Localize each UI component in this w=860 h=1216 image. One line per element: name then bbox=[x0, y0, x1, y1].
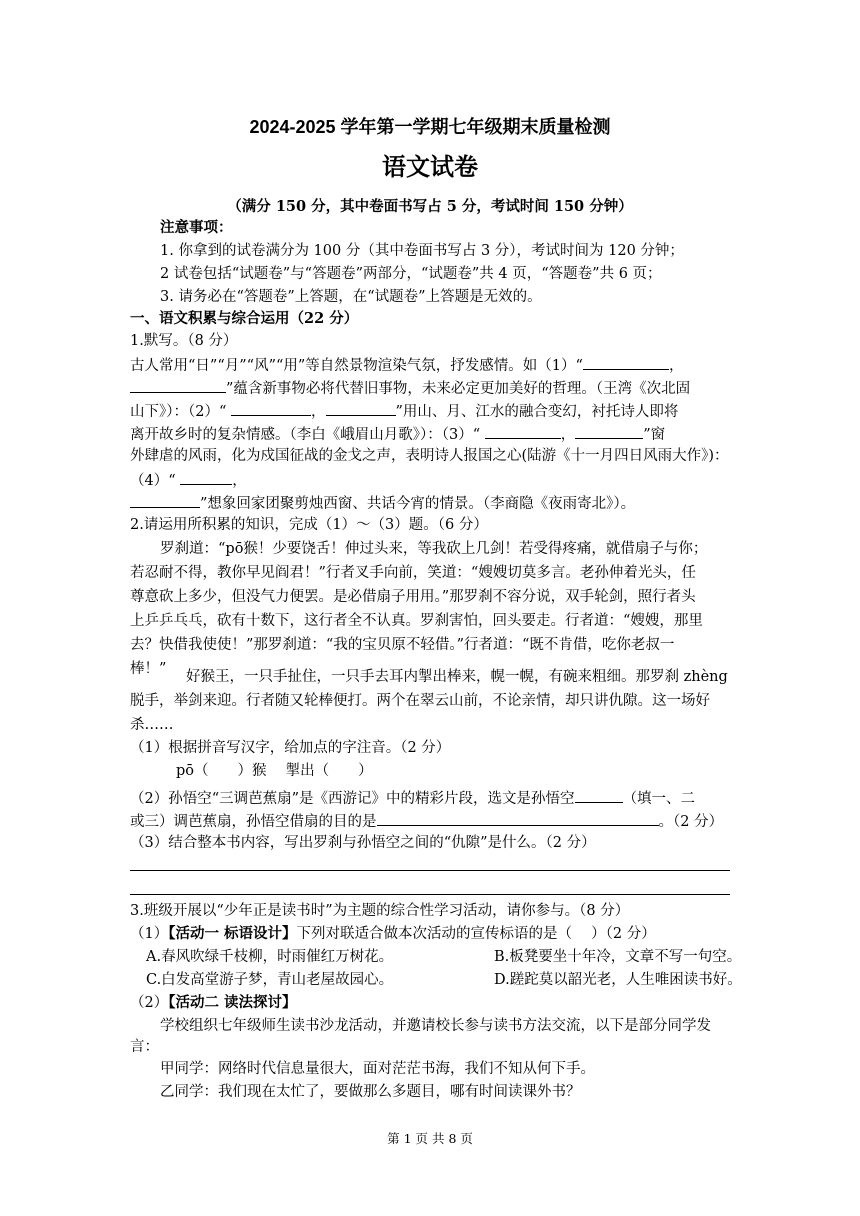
passage-line-5: 去？快借我使使！”那罗刹道：“我的宝贝原不轻借。”行者道：“既不肯借，吃你老叔一 bbox=[130, 637, 675, 653]
blank-order[interactable] bbox=[575, 786, 623, 803]
blank-7[interactable] bbox=[180, 468, 232, 485]
passage-line-6: 棒！” bbox=[130, 661, 167, 677]
blank-1[interactable] bbox=[583, 353, 669, 370]
q2-sub2-line-1: （2）孙悟空“三调芭蕉扇”是《西游记》中的精彩片段，选文是孙悟空 （填一、二 bbox=[130, 786, 730, 810]
student-a-statement: 甲同学：网络时代信息量很大，面对茫茫书海，我们不知从何下手。 bbox=[160, 1061, 595, 1077]
passage-line-1: 罗刹道：“pō猴！少要饶舌！伸过头来，等我砍上几剑！若受得疼痛，就借扇子与你； bbox=[160, 541, 708, 557]
section-1-heading: 一、语文积累与综合运用（22 分） bbox=[130, 310, 359, 327]
option-d[interactable]: D.蹉跎莫以韶光老，人生唯困读书好。 bbox=[494, 972, 742, 988]
passage-line-8: 脱手，举剑来迎。行者随又轮棒便打。两个在翠云山前，不论亲情，却只讲仇隙。这一场好 bbox=[130, 693, 710, 709]
q3-label: 3.班级开展以“少年正是读书时”为主题的综合性学习活动，请你参与。（8 分） bbox=[130, 903, 630, 919]
blank-6[interactable] bbox=[575, 422, 643, 439]
answer-line-2[interactable] bbox=[130, 894, 730, 895]
q2-sub1: （1）根据拼音写汉字，给加点的字注音。（2 分） bbox=[130, 740, 451, 756]
passage-line-2: 若忍耐不得，教你早见阎君！”行者叉手向前，笑道：“嫂嫂切莫多言。老孙伸着光头，任 bbox=[130, 565, 696, 581]
q1-line-6: （4）“ ， bbox=[130, 468, 730, 492]
score-time-note: （满分 150 分，其中卷面书写占 5 分，考试时间 150 分钟） bbox=[227, 198, 633, 215]
blank-5[interactable] bbox=[485, 422, 561, 439]
blank-2[interactable] bbox=[130, 376, 226, 393]
q1-line-7: ”想象回家团聚剪烛西窗、共话今宵的情景。（李商隐《夜雨寄北》）。 bbox=[130, 491, 730, 515]
passage-line-3: 尊意砍上多少，但没气力便罢。是必借扇子用用。”那罗刹不容分说，双手轮剑，照行者头 bbox=[130, 589, 696, 605]
option-a[interactable]: A.春风吹绿千枝柳，时雨催红万树花。 bbox=[146, 949, 394, 965]
subject-title: 语文试卷 bbox=[382, 152, 478, 181]
q1-line-3: 山下》）：（2）“ ， ”用山、月、江水的融合变幻，衬托诗人即将 bbox=[130, 399, 730, 423]
blank-purpose[interactable] bbox=[377, 809, 659, 826]
q2-sub2-line-2: 或三）调芭蕉扇，孙悟空借扇的目的是 。（2 分） bbox=[130, 809, 730, 833]
student-b-statement: 乙同学：我们现在太忙了，要做那么多题目，哪有时间读课外书？ bbox=[160, 1084, 581, 1100]
q2-sub3: （3）结合整本书内容，写出罗刹与孙悟空之间的“仇隙”是什么。（2 分） bbox=[130, 835, 596, 851]
blank-4[interactable] bbox=[326, 399, 396, 416]
q1-line-4: 离开故乡时的复杂情感。（李白《峨眉山月歌》）：（3）“ ， ”窗 bbox=[130, 422, 730, 446]
blank-8[interactable] bbox=[130, 491, 200, 508]
option-c[interactable]: C.白发高堂游子梦，青山老屋故园心。 bbox=[146, 972, 394, 988]
q1-line-5: 外肆虐的风雨，化为戍国征战的金戈之声，表明诗人报国之心(陆游《十一月四日风雨大作》)： bbox=[130, 448, 729, 464]
notice-heading: 注意事项： bbox=[160, 219, 233, 236]
exam-title: 2024-2025 学年第一学期七年级期末质量检测 bbox=[249, 117, 611, 137]
q1-line-1: 古人常用“日”“月”“风”“用”等自然景物渲染气氛，抒发感情。如（1）“ ， bbox=[130, 353, 730, 377]
q3-activity-2: （2）【活动二 读法探讨】 bbox=[130, 994, 297, 1011]
passage-line-7: 好猴王，一只手扯住，一只手去耳内掣出棒来，幌一幌，有碗来粗细。那罗刹 zhèng bbox=[186, 669, 728, 685]
activity-2-intro-2: 言： bbox=[130, 1039, 159, 1055]
option-b[interactable]: B.板凳要坐十年冷，文章不写一句空。 bbox=[494, 949, 742, 965]
passage-line-9: 杀…… bbox=[130, 717, 174, 733]
notice-item-2: 2 试卷包括“试题卷”与“答题卷”两部分，“试题卷”共 4 页，“答题卷”共 6 页； bbox=[160, 266, 662, 282]
q2-label: 2.请运用所积累的知识，完成（1）～（3）题。（6 分） bbox=[130, 517, 488, 533]
q1-line-2: ”蕴含新事物必将代替旧事物，未来必定更加美好的哲理。（王湾《次北固 bbox=[130, 376, 730, 400]
activity-2-intro-1: 学校组织七年级师生读书沙龙活动，并邀请校长参与读书方法交流，以下是部分同学发 bbox=[160, 1018, 711, 1034]
answer-line-1[interactable] bbox=[130, 870, 730, 871]
q1-label: 1.默写。（8 分） bbox=[130, 333, 238, 349]
notice-item-3: 3. 请务必在“答题卷”上答题，在“试题卷”上答题是无效的。 bbox=[160, 289, 542, 305]
q3-activity-1: （1）【活动一 标语设计】下列对联适合做本次活动的宣传标语的是（ ）（2 分） bbox=[130, 925, 656, 942]
blank-3[interactable] bbox=[231, 399, 311, 416]
page-footer: 第 1 页 共 8 页 bbox=[387, 1131, 473, 1146]
passage-line-4: 上乒乒乓乓，砍有十数下，这行者全不认真。罗刹害怕，回头要走。行者道：“嫂嫂，那里 bbox=[130, 613, 703, 629]
notice-item-1: 1. 你拿到的试卷满分为 100 分（其中卷面书写占 3 分），考试时间为 120 分钟； bbox=[160, 243, 684, 259]
q2-sub1-fill[interactable]: pō（ ）猴 掣出（ ） bbox=[176, 763, 373, 779]
